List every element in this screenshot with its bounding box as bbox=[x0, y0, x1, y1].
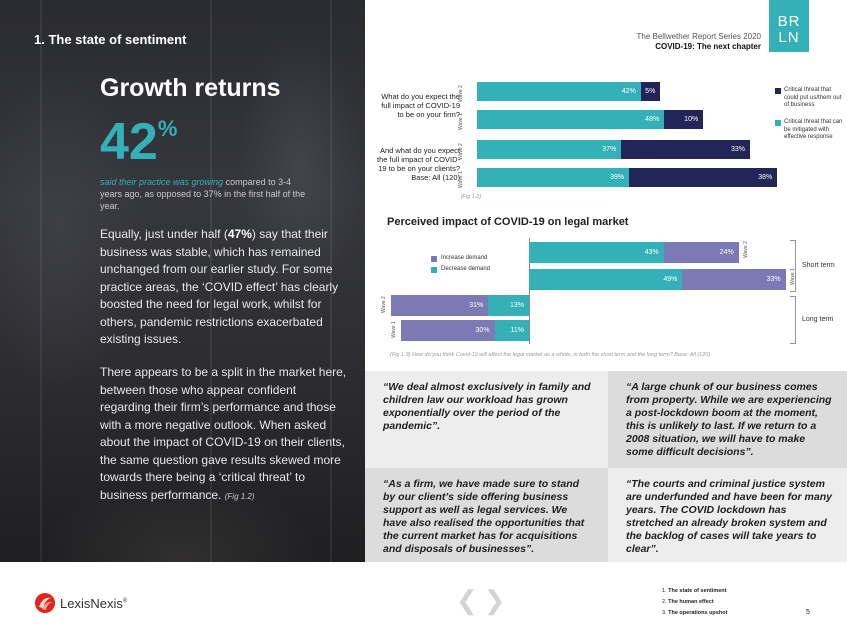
prev-page-icon[interactable]: ❮ bbox=[456, 585, 478, 615]
chart2-bar-decrease: 43% bbox=[529, 242, 664, 263]
toc-item-sentiment[interactable] bbox=[658, 586, 727, 597]
toc-number-2: 2. bbox=[662, 599, 667, 605]
chart2-bracket-short bbox=[790, 240, 796, 292]
big-stat-suffix: % bbox=[157, 116, 178, 141]
chart1-bar-out-of-business: 38% bbox=[629, 168, 777, 187]
headline: Growth returns bbox=[100, 74, 281, 102]
lexisnexis-logo[interactable] bbox=[34, 592, 127, 614]
photo-panel bbox=[0, 0, 365, 562]
chart2-group-long: Long term bbox=[802, 316, 834, 323]
chart2-fig-note: (Fig 1.3) How do you think Covid-19 will affect the legal market as a whole, in both the short term and the long term? Base: All (120) bbox=[390, 352, 711, 358]
quote-family-law: “We deal almost exclusively in family and children law our workload has grown exponentially over the period of the pandemic”. bbox=[365, 371, 608, 468]
chart1-bar-mitigated: 42% bbox=[477, 82, 641, 101]
chart1-wave-label: Wave 1 bbox=[458, 171, 464, 188]
toc-list bbox=[658, 586, 727, 619]
toc-number-3: 3. bbox=[662, 610, 667, 616]
chart2-title: Perceived impact of COVID-19 on legal market bbox=[387, 216, 629, 228]
para1-end: ) say that their business was stable, which has remained unchanged from our earlier study. For some practice areas, the ‘COVID effect’ has clearly boosted the need for legal work, whilst for others, pandemic restrictions exacerbated existing issues. bbox=[100, 227, 339, 346]
chart1-bar-mitigated: 39% bbox=[477, 168, 629, 187]
chart2-legend-swatch bbox=[431, 256, 437, 262]
page-number: 5 bbox=[806, 609, 810, 616]
chart2-bar-increase: 31% bbox=[391, 295, 488, 316]
quote-client-support: “As a firm, we have made sure to stand by our client’s side offering business support as well as legal services. We have also realised the opportunities that the current market has for acquisitions and disposals of businesses”. bbox=[365, 468, 608, 562]
chart1-legend-swatch bbox=[775, 88, 781, 94]
chart1-wave-label: Wave 2 bbox=[458, 85, 464, 102]
chart2-bar-decrease: 11% bbox=[495, 320, 529, 341]
chart2-wave-label: Wave 2 bbox=[381, 296, 388, 313]
chart2-bar-decrease: 49% bbox=[529, 269, 682, 290]
chart1-legend-swatch bbox=[775, 120, 781, 126]
chart2-wave-label: Wave 1 bbox=[390, 321, 397, 338]
chart2-legend-label: Decrease demand bbox=[441, 266, 491, 272]
para2-ref: (Fig 1.2) bbox=[224, 491, 255, 501]
brln-badge bbox=[769, 0, 809, 52]
toc-label-1: The state of sentiment bbox=[668, 588, 727, 594]
para2-text: There appears to be a split in the market here, between those who appear confident regarding their firm’s performance and those with a more negative outlook. When asked about the impact of COVID-19 on their clients, the same question gave results skewed more towards there being a ‘critical threat’ to business performance. bbox=[100, 365, 347, 502]
next-page-icon[interactable]: ❯ bbox=[483, 585, 506, 615]
report-subtitle: COVID-19: The next chapter bbox=[655, 42, 761, 51]
logo-text bbox=[60, 596, 127, 611]
chart1-bar-out-of-business: 10% bbox=[664, 110, 703, 129]
chart2-bar-decrease: 13% bbox=[488, 295, 529, 316]
brln-line2: LN bbox=[778, 29, 800, 46]
chart1-wave-label: Wave 2 bbox=[458, 143, 464, 160]
chart1-bar-out-of-business: 5% bbox=[641, 82, 661, 101]
chart2-wave-label: Wave 1 bbox=[789, 268, 796, 285]
chart1-bar-out-of-business: 33% bbox=[621, 140, 750, 159]
para1-start: Equally, just under half ( bbox=[100, 227, 228, 241]
chart2-wave-label: Wave 2 bbox=[742, 241, 749, 258]
chart1-bar-mitigated: 37% bbox=[477, 140, 621, 159]
para1-bold: 47% bbox=[227, 227, 252, 241]
stat-caption bbox=[100, 176, 315, 212]
chart2-bar-increase: 24% bbox=[664, 242, 739, 263]
toc-label-2: The human effect bbox=[668, 599, 714, 605]
quote-courts: “The courts and criminal justice system are underfunded and have been for many years. The COVID lockdown has stretched an already broken system and the backlog of cases will take years to clear”. bbox=[608, 468, 847, 562]
paragraph-stability bbox=[100, 226, 350, 349]
chart1-legend-label: Critical threat that can be mitigated with effective response bbox=[784, 119, 843, 140]
big-stat-value: 42 bbox=[100, 113, 158, 171]
toc-number-1: 1. bbox=[662, 588, 667, 594]
logo-name: LexisNexis bbox=[60, 595, 123, 611]
chart1-question-1: What do you expect the full impact of COVID-19 to be on your firm? bbox=[381, 92, 460, 119]
toc-label-3: The operations upshot bbox=[668, 610, 728, 616]
quote-property: “A large chunk of our business comes from property. While we are experiencing a post-lockdown boom at the moment, this is unlikely to last. If we return to a 2008 situation, we will have to make some difficult decisions”. bbox=[608, 371, 847, 468]
chart1-legend-label: Critical threat that could put us/them out of business bbox=[784, 87, 842, 108]
chart1-wave-label: Wave 1 bbox=[458, 113, 464, 130]
chart1-fig-note: [Fig 1.2] bbox=[461, 194, 481, 200]
toc-item-human[interactable] bbox=[658, 597, 727, 608]
chart2-bar-increase: 33% bbox=[682, 269, 785, 290]
stat-caption-rest: compared to 3-4 years ago, as opposed to 37% in the first half of the year. bbox=[100, 177, 306, 211]
lexisnexis-flame-icon bbox=[34, 592, 56, 614]
chart2-legend-swatch bbox=[431, 267, 437, 273]
brln-line1: BR bbox=[777, 13, 801, 30]
chart1-question-2: And what do you expect the full impact of COVID-19 to be on your clients? Base: All (120) bbox=[377, 146, 460, 182]
report-series: The Bellwether Report Series 2020 bbox=[636, 32, 761, 41]
page-nav bbox=[456, 587, 506, 613]
chart2-bracket-long bbox=[790, 296, 796, 344]
toc-item-operations[interactable] bbox=[658, 608, 727, 619]
big-stat bbox=[100, 113, 178, 171]
chart2-legend-label: Increase demand bbox=[441, 255, 488, 261]
chart1-bar-mitigated: 48% bbox=[477, 110, 664, 129]
chart2-bar-increase: 30% bbox=[401, 320, 495, 341]
paragraph-split bbox=[100, 364, 350, 505]
chart2-group-short: Short term bbox=[802, 262, 835, 269]
section-title: 1. The state of sentiment bbox=[34, 32, 187, 47]
stat-caption-highlight: said their practice was growing bbox=[100, 177, 224, 187]
logo-mark: ® bbox=[122, 598, 128, 605]
